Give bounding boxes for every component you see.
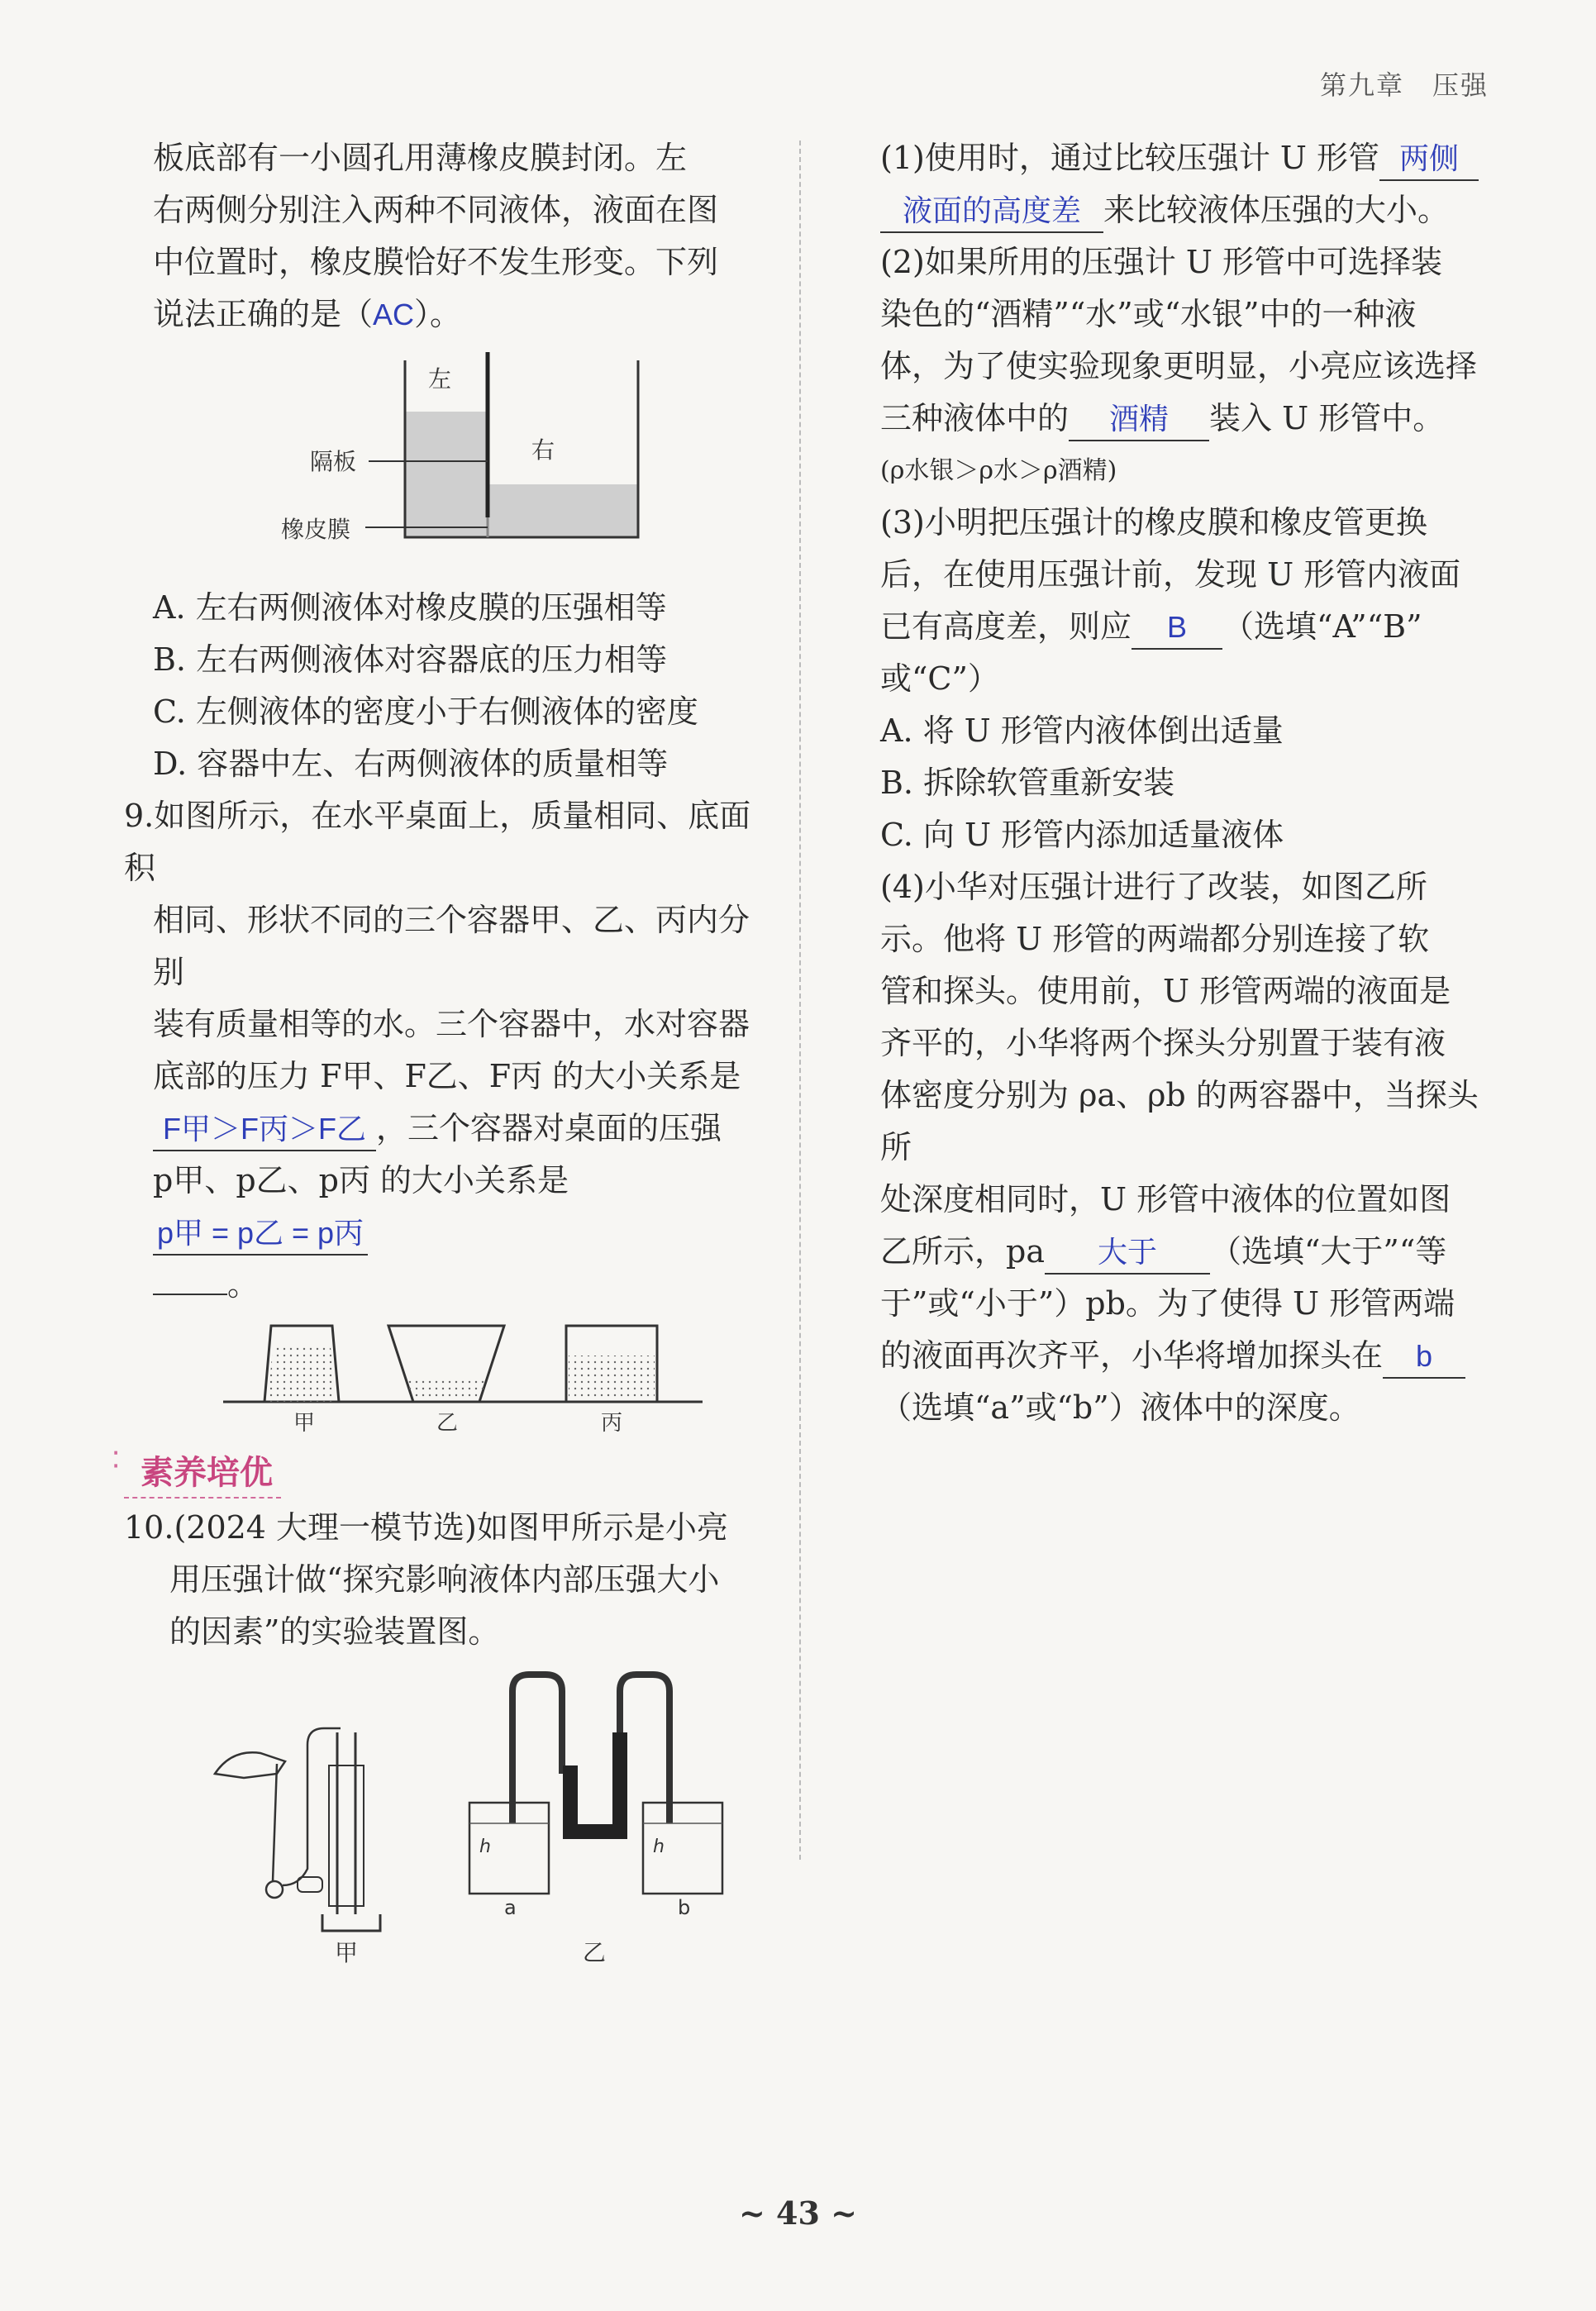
q9-line-2: 相同、形状不同的三个容器甲、乙、丙内分别 [153,902,750,990]
label-right: 右 [531,436,555,464]
q8-line-2: 右两侧分别注入两种不同液体，液面在图 [153,192,719,228]
p1-text-b: 来比较液体压强的大小。 [1103,192,1450,228]
p4-line-5: 体密度分别为 ρa、ρb 的两容器中，当探头所 [880,1077,1479,1165]
hand [215,1752,285,1778]
q9-text-1: 如图所示，在水平桌面上，质量相同、底面积 [124,798,751,886]
left-hose [512,1675,562,1823]
section-badge [112,1446,281,1499]
p2-density-note: (ρ水银＞ρ水＞ρ酒精) [880,456,1117,485]
label-jia: 甲 [293,1411,316,1436]
p3-line-2: 后，在使用压强计前，发现 U 形管内液面 [880,556,1461,593]
label-membrane: 橡皮膜 [281,516,351,543]
q8-line-1: 板底部有一小圆孔用薄橡皮膜封闭。左 [153,140,688,176]
p3-text-pre: 已有高度差，则应 [880,608,1132,645]
label-h-b: h [653,1837,665,1857]
p3-answer: B [1131,607,1222,650]
q9-text-5: ，三个容器对桌面的压强 [376,1110,722,1146]
right-liquid [488,484,638,537]
p4-answer: 大于 [1045,1232,1210,1275]
q8-container-figure [124,352,769,575]
page-number: ~ 43 ~ [738,2194,858,2232]
stand-base [322,1914,380,1931]
q8-stem-end: 说法正确的是（ [153,296,374,332]
p4-line-8: 于”或“小于”）pb。为了使得 U 形管两端 [880,1285,1455,1322]
p2-line-1: (2)如果所用的压强计 U 形管中可选择装 [880,244,1443,280]
q9-end: 。 [227,1266,260,1303]
q9-line-1 [124,790,769,894]
p4-line-3: 管和探头。使用前，U 形管两端的液面是 [880,973,1451,1009]
p4-text-post: （选填“大于”“等 [1209,1233,1447,1270]
probe-head [266,1881,283,1898]
p3-line-1: (3)小明把压强计的橡皮膜和橡皮管更换 [880,504,1427,541]
label-h-a: h [479,1837,491,1857]
q9-line-3: 装有质量相等的水。三个容器中，水对容器 [153,1006,750,1042]
p4-line-1: (4)小华对压强计进行了改装，如图乙所 [880,869,1427,905]
p3-line-4: 或“C”） [880,660,999,697]
q8-option-c: C. 左侧液体的密度小于右侧液体的密度 [153,693,698,730]
p4-line-9 [880,1330,1492,1382]
p2-line-2: 染色的“酒精”“水”或“水银”中的一种液 [880,296,1417,332]
p3-option-a: A. 将 U 形管内液体倒出适量 [880,712,1284,749]
u-tube-liquid [570,1732,620,1832]
q10-number: 10. [124,1509,174,1546]
q9-answer-1: F甲＞F丙＞F乙 [153,1108,376,1151]
p2-answer: 酒精 [1069,398,1209,441]
p4-line-4: 齐平的，小华将两个探头分别置于装有液 [880,1025,1446,1061]
p3-option-c: C. 向 U 形管内添加适量液体 [880,817,1284,853]
p3-text-post: （选填“A”“B” [1222,608,1422,645]
label-fig-yi: 乙 [583,1939,607,1964]
q9-line-5 [124,1103,769,1155]
q8-line-3: 中位置时，橡皮膜恰好不发生形变。下列 [153,244,719,280]
p4-line-10: （选填“a”或“b”）液体中的深度。 [880,1389,1360,1426]
section-title: 素养培优 [141,1453,273,1492]
q8-stem-close: ）。 [414,296,462,332]
water-jia [268,1347,336,1402]
q8-answer: AC [373,298,415,331]
p2-text-pre: 三种液体中的 [880,400,1070,436]
p3-option-b: B. 拆除软管重新安装 [880,765,1175,801]
label-partition: 隔板 [310,448,357,475]
p4-text-pre: 乙所示，pa [880,1233,1045,1270]
label-left: 左 [428,365,452,393]
q8-option-b: B. 左右两侧液体对容器底的压力相等 [153,641,668,678]
q10-apparatus-figure [124,1666,769,1964]
left-liquid [405,412,488,537]
q8-option-d: D. 容器中左、右两侧液体的质量相等 [153,746,669,782]
water-bing [569,1356,655,1400]
p1-answer-2: 液面的高度差 [880,190,1103,233]
badge-dots: ⁚ [112,1448,120,1473]
p4-text-pre2: 的液面再次齐平，小华将增加探头在 [880,1337,1384,1374]
q8-line-4 [124,288,769,341]
q9-containers-figure [124,1314,769,1438]
label-a: a [504,1896,517,1919]
label-yi: 乙 [436,1411,459,1436]
q9-text-6: p甲、p乙、p丙 的大小关系是 [153,1162,569,1198]
base-knob [298,1877,322,1892]
label-fig-jia: 甲 [335,1939,359,1964]
chapter-header: 第九章 压强 [1319,69,1489,101]
label-b: b [678,1896,691,1919]
q8-option-a: A. 左右两侧液体对橡皮膜的压强相等 [153,589,667,626]
p2-text-post: 装入 U 形管中。 [1209,400,1445,436]
p1-line-1 [880,132,1492,184]
label-bing: 丙 [601,1411,623,1436]
rubber-tube [283,1728,341,1885]
p1-answer-1: 两侧 [1379,138,1479,181]
p4-line-2: 示。他将 U 形管的两端都分别连接了软 [880,921,1430,957]
q10-line-1 [124,1502,769,1554]
p2-line-4 [880,393,1492,445]
q10-text-1: (2024 大理一模节选)如图甲所示是小亮 [174,1509,728,1546]
p4-answer-2: b [1383,1336,1465,1379]
q9-blank-tail [153,1294,227,1295]
p4-line-6: 处深度相同时，U 形管中液体的位置如图 [880,1181,1451,1217]
q9-number: 9. [124,798,155,834]
p4-line-7 [880,1226,1492,1278]
right-column [880,132,1492,1434]
q10-line-3: 的因素”的实验装置图。 [169,1613,500,1650]
q10-line-2: 用压强计做“探究影响液体内部压强大小 [169,1561,720,1598]
left-column [112,132,769,1964]
p1-line-2 [880,184,1492,236]
p1-text-a: (1)使用时，通过比较压强计 U 形管 [880,140,1380,176]
q9-line-4: 底部的压力 F甲、F乙、F丙 的大小关系是 [153,1058,741,1094]
p2-line-3: 体，为了使实验现象更明显，小亮应该选择 [880,348,1478,384]
q9-line-6 [124,1155,769,1259]
probe-rod [273,1764,277,1881]
q9-line-7 [124,1259,769,1311]
water-yi [405,1377,488,1400]
q9-answer-2: p甲 = p乙 = p丙 [153,1213,368,1256]
column-divider [799,141,801,1860]
scale-board [329,1765,364,1906]
p3-line-3 [880,601,1492,653]
